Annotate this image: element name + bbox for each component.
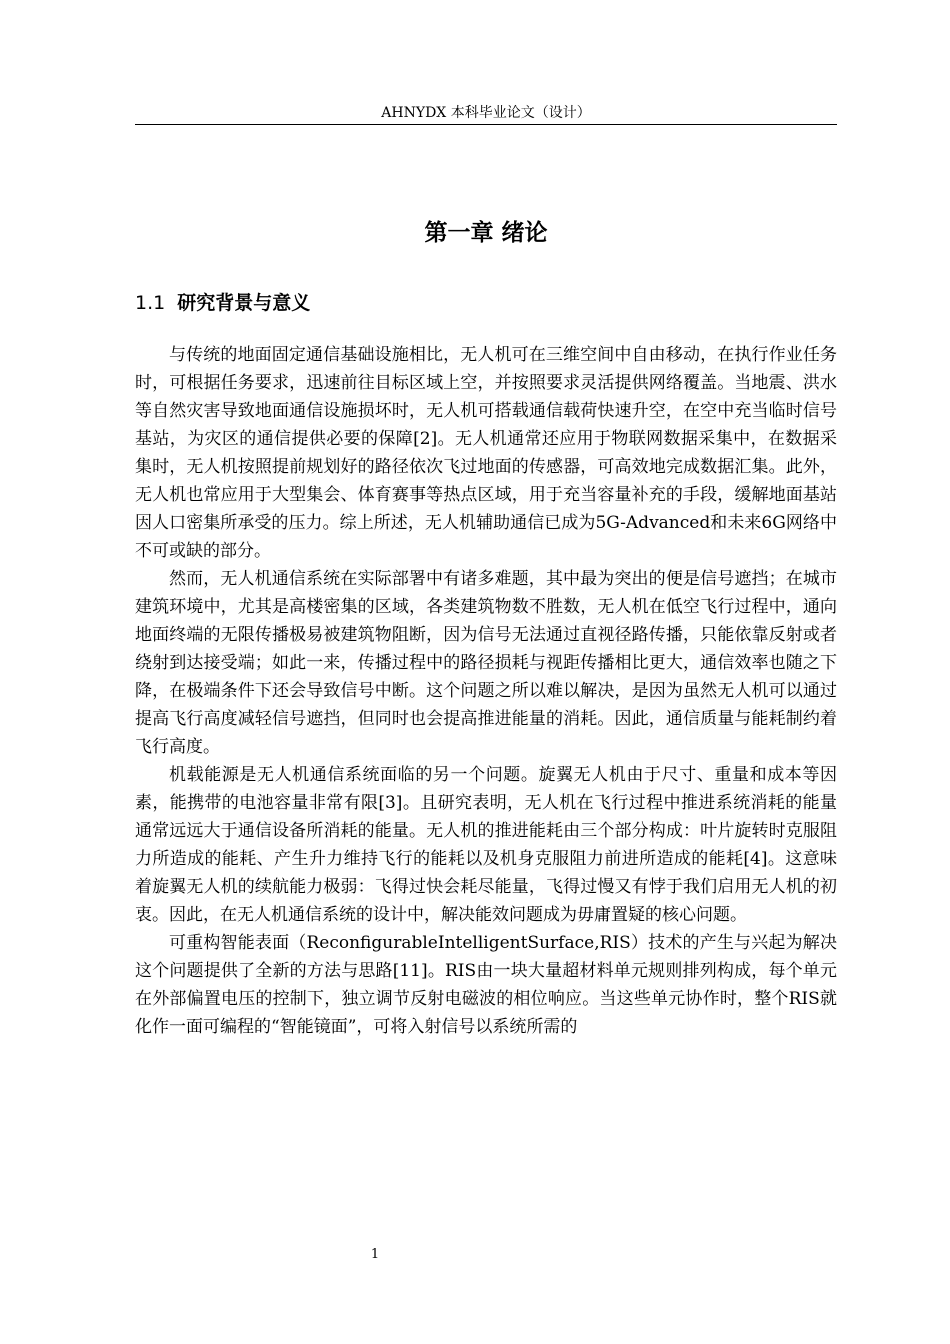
paragraph-1: 与传统的地面固定通信基础设施相比，无人机可在三维空间中自由移动，在执行作业任务时，可根据任务要求，迅速前往目标区域上空，并按照要求灵活提供网络覆盖。当地震、洪水等自然灾害导致地面通信设施损坏时，无人机可搭载通信载荷快速升空，在空中充当临时信号基站，为灾区的通信提供必要的保障[2]。无人机通常还应用于物联网数据采集中，在数据采集时，无人机按照提前规划好的路径依次飞过地面的传感器，可高效地完成数据汇集。此外，无人机也常应用于大型集会、体育赛事等热点区域，用于充当容量补充的手段，缓解地面基站因人口密集所承受的压力。综上所述，无人机辅助通信已成为5G-Advanced和未来6G网络中不可或缺的部分。 (135, 345, 837, 561)
paragraph-2: 然而，无人机通信系统在实际部署中有诸多难题，其中最为突出的便是信号遮挡；在城市建筑环境中，尤其是高楼密集的区域，各类建筑物数不胜数，无人机在低空飞行过程中，通向地面终端的无限传播极易被建筑物阻断，因为信号无法通过直视径路传播，只能依靠反射或者绕射到达接受端；如此一来，传播过程中的路径损耗与视距传播相比更大，通信效率也随之下降，在极端条件下还会导致信号中断。这个问题之所以难以解决，是因为虽然无人机可以通过提高飞行高度减轻信号遮挡，但同时也会提高推进能量的消耗。因此，通信质量与能耗制约着飞行高度。 (135, 569, 837, 757)
section-heading (135, 288, 310, 318)
body-text (135, 341, 837, 1041)
chapter-title: 第一章 绪论 (424, 220, 548, 246)
paragraph-4: 可重构智能表面（ReconfigurableIntelligentSurface,RIS）技术的产生与兴起为解决这个问题提供了全新的方法与思路[11]。RIS由一块大量超材料单元规则排列构成，每个单元在外部偏置电压的控制下，独立调节反射电磁波的相位响应。当这些单元协作时，整个RIS就化作一面可编程的“智能镜面”，可将入射信号以系统所需的 (135, 933, 837, 1037)
section-title: 研究背景与意义 (177, 292, 311, 314)
page-number: 1 (370, 1247, 380, 1262)
paragraph-3: 机载能源是无人机通信系统面临的另一个问题。旋翼无人机由于尺寸、重量和成本等因素，能携带的电池容量非常有限[3]。且研究表明，无人机在飞行过程中推进系统消耗的能量通常远远大于通信设备所消耗的能量。无人机的推进能耗由三个部分构成：叶片旋转时克服阻力所造成的能耗、产生升力维持飞行的能耗以及机身克服阻力前进所造成的能耗[4]。这意味着旋翼无人机的续航能力极弱：飞得过快会耗尽能量，飞得过慢又有悖于我们启用无人机的初衷。因此，在无人机通信系统的设计中，解决能效问题成为毋庸置疑的核心问题。 (135, 765, 837, 925)
running-header: AHNYDX 本科毕业论文（设计） (381, 105, 591, 121)
header-rule (135, 124, 837, 125)
section-number: 1.1 (135, 292, 166, 314)
